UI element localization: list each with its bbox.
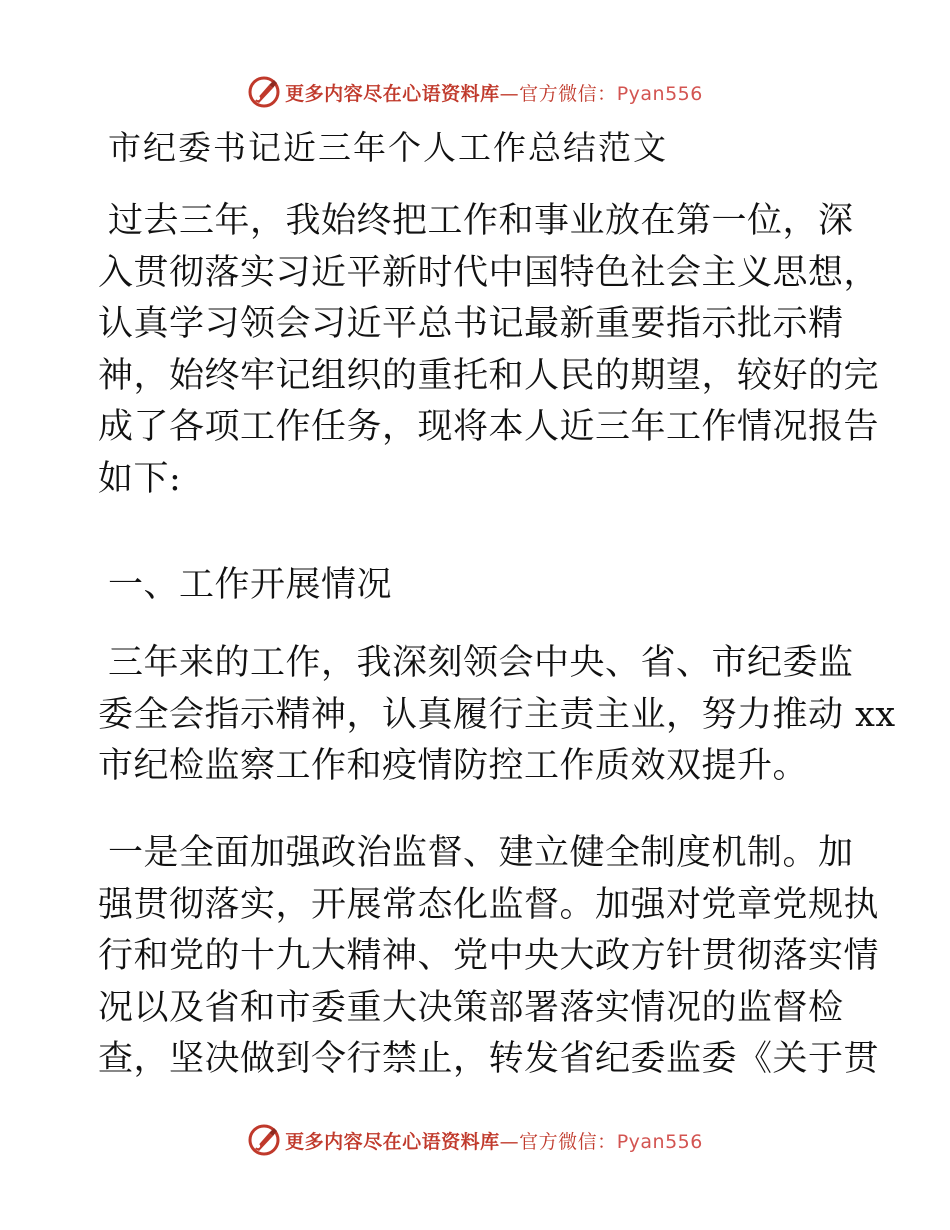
section-paragraph	[98, 638, 896, 793]
banner-separator: —	[499, 1130, 520, 1153]
banner-text	[285, 79, 703, 106]
footer-banner	[0, 1120, 950, 1160]
text-line: 市纪检监察工作和疫情防控工作质效双提升。	[98, 746, 809, 786]
point-paragraph	[98, 828, 880, 1086]
banner-library-name: 更多内容尽在心语资料库	[285, 1130, 500, 1153]
text-line: 入贯彻落实习近平新时代中国特色社会主义思想，	[98, 252, 880, 293]
pen-logo-icon	[247, 75, 281, 109]
text-line: 行和党的十九大精神、党中央大政方针贯彻落实情	[98, 936, 880, 976]
banner-account: Pyan556	[616, 82, 703, 105]
text-line: 查，坚决做到令行禁止，转发省纪委监委《关于贯	[98, 1039, 880, 1079]
text-line: 过去三年，我始终把工作和事业放在第一位，深	[108, 201, 854, 241]
banner-official-label: 官方微信：	[519, 1130, 617, 1153]
banner-library-name: 更多内容尽在心语资料库	[285, 82, 500, 105]
banner-official-label: 官方微信：	[519, 82, 617, 105]
text-line: 认真学习领会习近平总书记最新重要指示批示精	[98, 304, 844, 344]
page-title: 市纪委书记近三年个人工作总结范文	[108, 128, 668, 167]
header-banner	[0, 72, 950, 112]
banner-separator: —	[499, 82, 520, 105]
text-line: 一是全面加强政治监督、建立健全制度机制。加	[108, 833, 854, 873]
banner-account: Pyan556	[616, 1130, 703, 1153]
text-line: 如下:	[98, 458, 182, 499]
banner-text	[285, 1127, 703, 1154]
section-heading	[98, 560, 868, 612]
text-line: 神，始终牢记组织的重托和人民的期望，较好的完	[98, 355, 880, 396]
text-line: 三年来的工作，我深刻领会中央、省、市纪委监	[108, 643, 854, 683]
text-line: 委全会指示精神，认真履行主责主业，努力推动 xx	[98, 694, 896, 735]
intro-paragraph	[98, 196, 880, 505]
pen-logo-icon	[247, 1123, 281, 1157]
text-line: 强贯彻落实，开展常态化监督。加强对党章党规执	[98, 884, 880, 925]
text-line: 况以及省和市委重大决策部署落实情况的监督检	[98, 987, 844, 1028]
section-heading-text: 一、工作开展情况	[108, 565, 393, 605]
text-line: 成了各项工作任务，现将本人近三年工作情况报告	[98, 407, 880, 447]
